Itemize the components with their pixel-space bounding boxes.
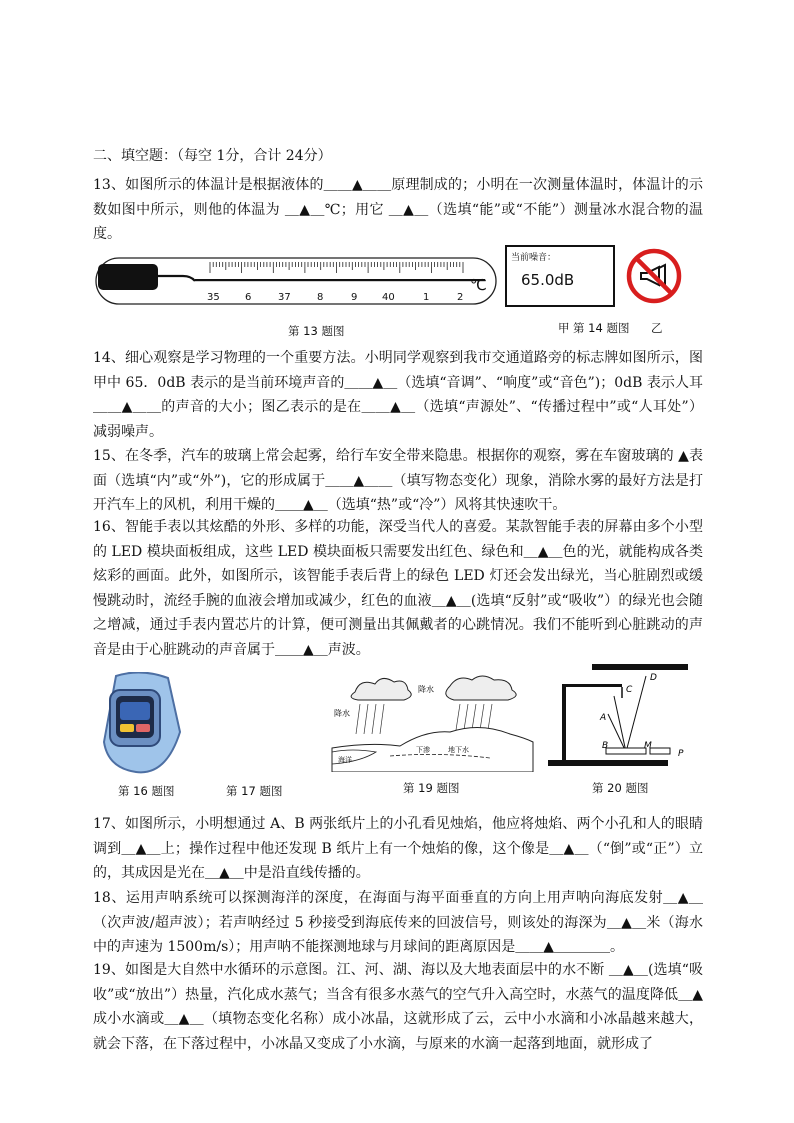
rain-label: 降水	[418, 685, 434, 694]
optics-apparatus-diagram	[546, 662, 691, 776]
question-19: 19、如图是大自然中水循环的示意图。江、河、湖、海以及大地表面层中的水不断 ＿▲＿(选填“吸收”或“放出”）热量，汽化成水蒸气；当含有很多水蒸气的空气升入高空时，水蒸气的温度降低＿▲成小水滴或＿▲＿（填物态变化名称）成小冰晶，这就形成了云，云中小水滴和小冰晶越来越大，就会下落，在下落过程中，小冰晶又变成了小水滴，与原来的水滴一起落到地面，就形成了	[93, 962, 703, 1052]
fig19-caption: 第 19 题图	[403, 781, 460, 795]
ocean-label: 海洋	[338, 756, 352, 764]
fig13-caption: 第 13 题图	[288, 324, 345, 338]
question-16: 16、智能手表以其炫酷的外形、多样的功能，深受当代人的喜爱。某款智能手表的屏幕由多个小型的 LED 模块面板组成，这些 LED 模块面板只需要发出红色、绿色和＿▲＿色的光，就能构成各类炫彩的画面。此外，如图所示，该智能手表后背上的绿色 LED 灯还会发出绿光，当心脏剧烈或缓慢跳动时，流经手腕的血液会增加或减少，红色的血液＿▲＿(选填“反射”或“吸收”）的绿光也会随之增减，通过手表内置芯片的计算，便可测量出其佩戴者的心跳情况。我们不能听到心脏跳动的声音是由于心脏跳动的声音属于＿＿▲＿声波。	[93, 519, 703, 658]
no-horn-icon	[625, 247, 683, 309]
point-label: C	[626, 685, 633, 695]
section-title: 二、填空题：（每空 1分，合计 24分）	[93, 148, 332, 164]
noise-display	[505, 245, 615, 307]
infiltration-label: 下渗	[416, 746, 430, 754]
point-label: M	[644, 741, 652, 751]
question-13: 13、如图所示的体温计是根据液体的＿＿▲＿＿原理制成的；小明在一次测量体温时，体温计的示数如图中所示，则他的体温为 ＿▲＿℃；用它 ＿▲＿（选填“能”或“不能”）测量冰水混合物的温度。	[93, 177, 703, 243]
scale-label: 40	[382, 292, 395, 303]
fig14-caption-jia: 甲	[558, 321, 570, 335]
point-label: A	[600, 713, 607, 723]
scale-label: 6	[245, 292, 252, 303]
question-18: 18、运用声呐系统可以探测海洋的深度，在海面与海平面垂直的方向上用声呐向海底发射＿▲＿（次声波/超声波）；若声呐经过 5 秒接受到海底传来的回波信号，则该处的海深为＿▲＿米（海水中的声速为 1500m/s）；用声呐不能探测地球与月球间的距离原因是＿＿▲＿＿＿＿。	[93, 890, 703, 956]
question-17: 17、如图所示，小明想通过 A、B 两张纸片上的小孔看见烛焰，他应将烛焰、两个小孔和人的眼睛调到＿▲＿上；操作过程中他还发现 B 纸片上有一个烛焰的像，这个像是＿▲＿（“倒”或“正”）立的，其成因是光在＿▲＿中是沿直线传播的。	[93, 816, 703, 882]
fig20-caption: 第 20 题图	[592, 781, 649, 795]
thermometer-figure	[95, 250, 500, 314]
thermometer-drawing	[95, 250, 500, 310]
noise-reading: 65.0dB	[521, 271, 575, 289]
question-15: 15、在冬季，汽车的玻璃上常会起雾，给行车安全带来隐患。根据你的观察，雾在车窗玻璃的 ▲表面（选填“内”或“外”)，它的形成属于＿＿▲＿＿（填写物态变化）现象，消除水雾的最好方法是打开汽车上的风机，利用干燥的＿＿▲＿（选填“热”或“冷”）风将其快速吹干。	[93, 448, 703, 514]
point-label: D	[650, 673, 657, 683]
question-14: 14、细心观察是学习物理的一个重要方法。小明同学观察到我市交通道路旁的标志牌如图所示，图甲中 65．0dB 表示的是当前环境声音的＿＿▲＿（选填“音调”、“响度”或“音色”)；0dB 表示人耳＿＿▲＿＿的声音的大小；图乙表示的是在＿＿▲＿（选填“声源处”、“传播过程中”或“人耳处”）减弱噪声。	[93, 350, 703, 440]
point-label: P	[678, 749, 684, 759]
scale-label: 9	[351, 292, 358, 303]
groundwater-label: 地下水	[448, 746, 469, 754]
point-label: B	[602, 741, 609, 751]
scale-label: 2	[457, 292, 464, 303]
smartwatch-image	[96, 672, 186, 782]
unit-label: ℃	[470, 276, 487, 294]
scale-label: 37	[278, 292, 291, 303]
water-cycle-diagram	[330, 672, 535, 776]
scale-label: 1	[423, 292, 430, 303]
noise-panel-title: 当前噪音：	[511, 253, 557, 263]
rain-label: 降水	[334, 709, 350, 718]
scale-label: 8	[317, 292, 324, 303]
fig14-caption: 第 14 题图	[573, 321, 630, 335]
fig17-caption: 第 17 题图	[226, 784, 283, 798]
fig16-caption: 第 16 题图	[118, 784, 175, 798]
fig14-caption-yi: 乙	[651, 321, 663, 335]
scale-label: 35	[207, 292, 220, 303]
